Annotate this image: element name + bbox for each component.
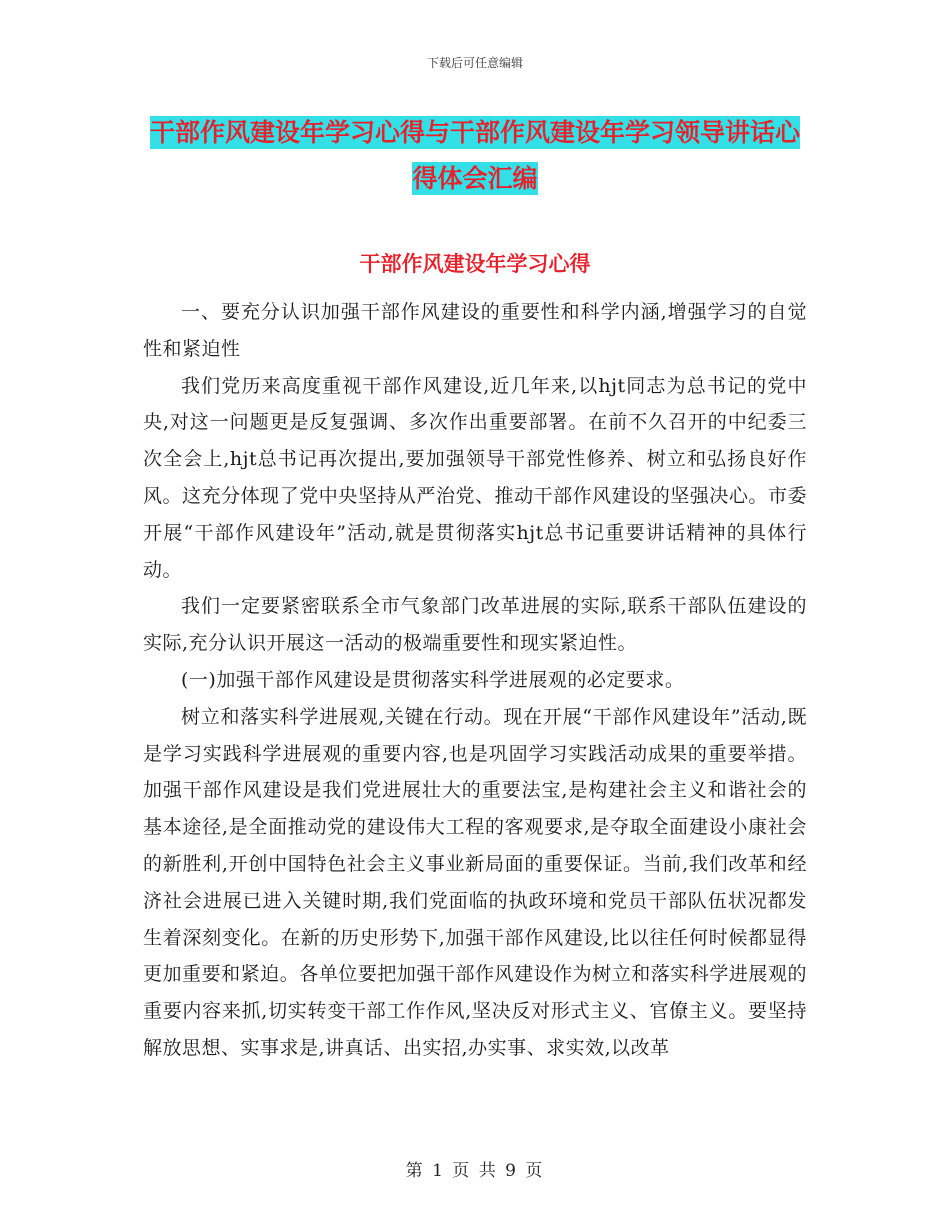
paragraph: 我们党历来高度重视干部作风建设,近几年来,以hjt同志为总书记的党中央,对这一问题更是反复强调、多次作出重要部署。在前不久召开的中纪委三次全会上,hjt总书记再次提出,要加强领导干部党性修养、树立和弘扬良好作风。这充分体现了党中央坚持从严治党、推动干部作风建设的坚强决心。市委开展“干部作风建设年”活动,就是贯彻落实hjt总书记重要讲话精神的具体行动。: [143, 374, 807, 581]
paragraph: 我们一定要紧密联系全市气象部门改革进展的实际,联系干部队伍建设的实际,充分认识开展这一活动的极端重要性和现实紧迫性。: [143, 595, 807, 655]
document-title: [140, 110, 810, 202]
section-title: 干部作风建设年学习心得: [359, 252, 591, 276]
paragraph: 树立和落实科学进展观,关键在行动。现在开展“干部作风建设年”活动,既是学习实践科学进展观的重要内容,也是巩固学习实践活动成果的重要举措。加强干部作风建设是我们党进展壮大的重要法宝,是构建社会主义和谐社会的基本途径,是全面推动党的建设伟大工程的客观要求,是夺取全面建设小康社会的新胜利,开创中国特色社会主义事业新局面的重要保证。当前,我们改革和经济社会进展已进入关键时期,我们党面临的执政环境和党员干部队伍状况都发生着深刻变化。在新的历史形势下,加强干部作风建设,比以往任何时候都显得更加重要和紧迫。各单位要把加强干部作风建设作为树立和落实科学进展观的重要内容来抓,切实转变干部工作作风,坚决反对形式主义、官僚主义。要坚持解放思想、实事求是,讲真话、出实招,办实事、求实效,以改革: [143, 705, 807, 1059]
document-body: [143, 294, 807, 1067]
paragraph-heading: 一、要充分认识加强干部作风建设的重要性和科学内涵,增强学习的自觉性和紧迫性: [143, 301, 807, 360]
page-number-footer: 第 1 页 共 9 页: [405, 1161, 545, 1181]
header-note: 下载后可任意编辑: [426, 56, 523, 70]
document-title-text: 干部作风建设年学习心得与干部作风建设年学习领导讲话心得体会汇编: [149, 118, 800, 193]
paragraph-subheading: (一)加强干部作风建设是贯彻落实科学进展观的必定要求。: [181, 668, 685, 691]
